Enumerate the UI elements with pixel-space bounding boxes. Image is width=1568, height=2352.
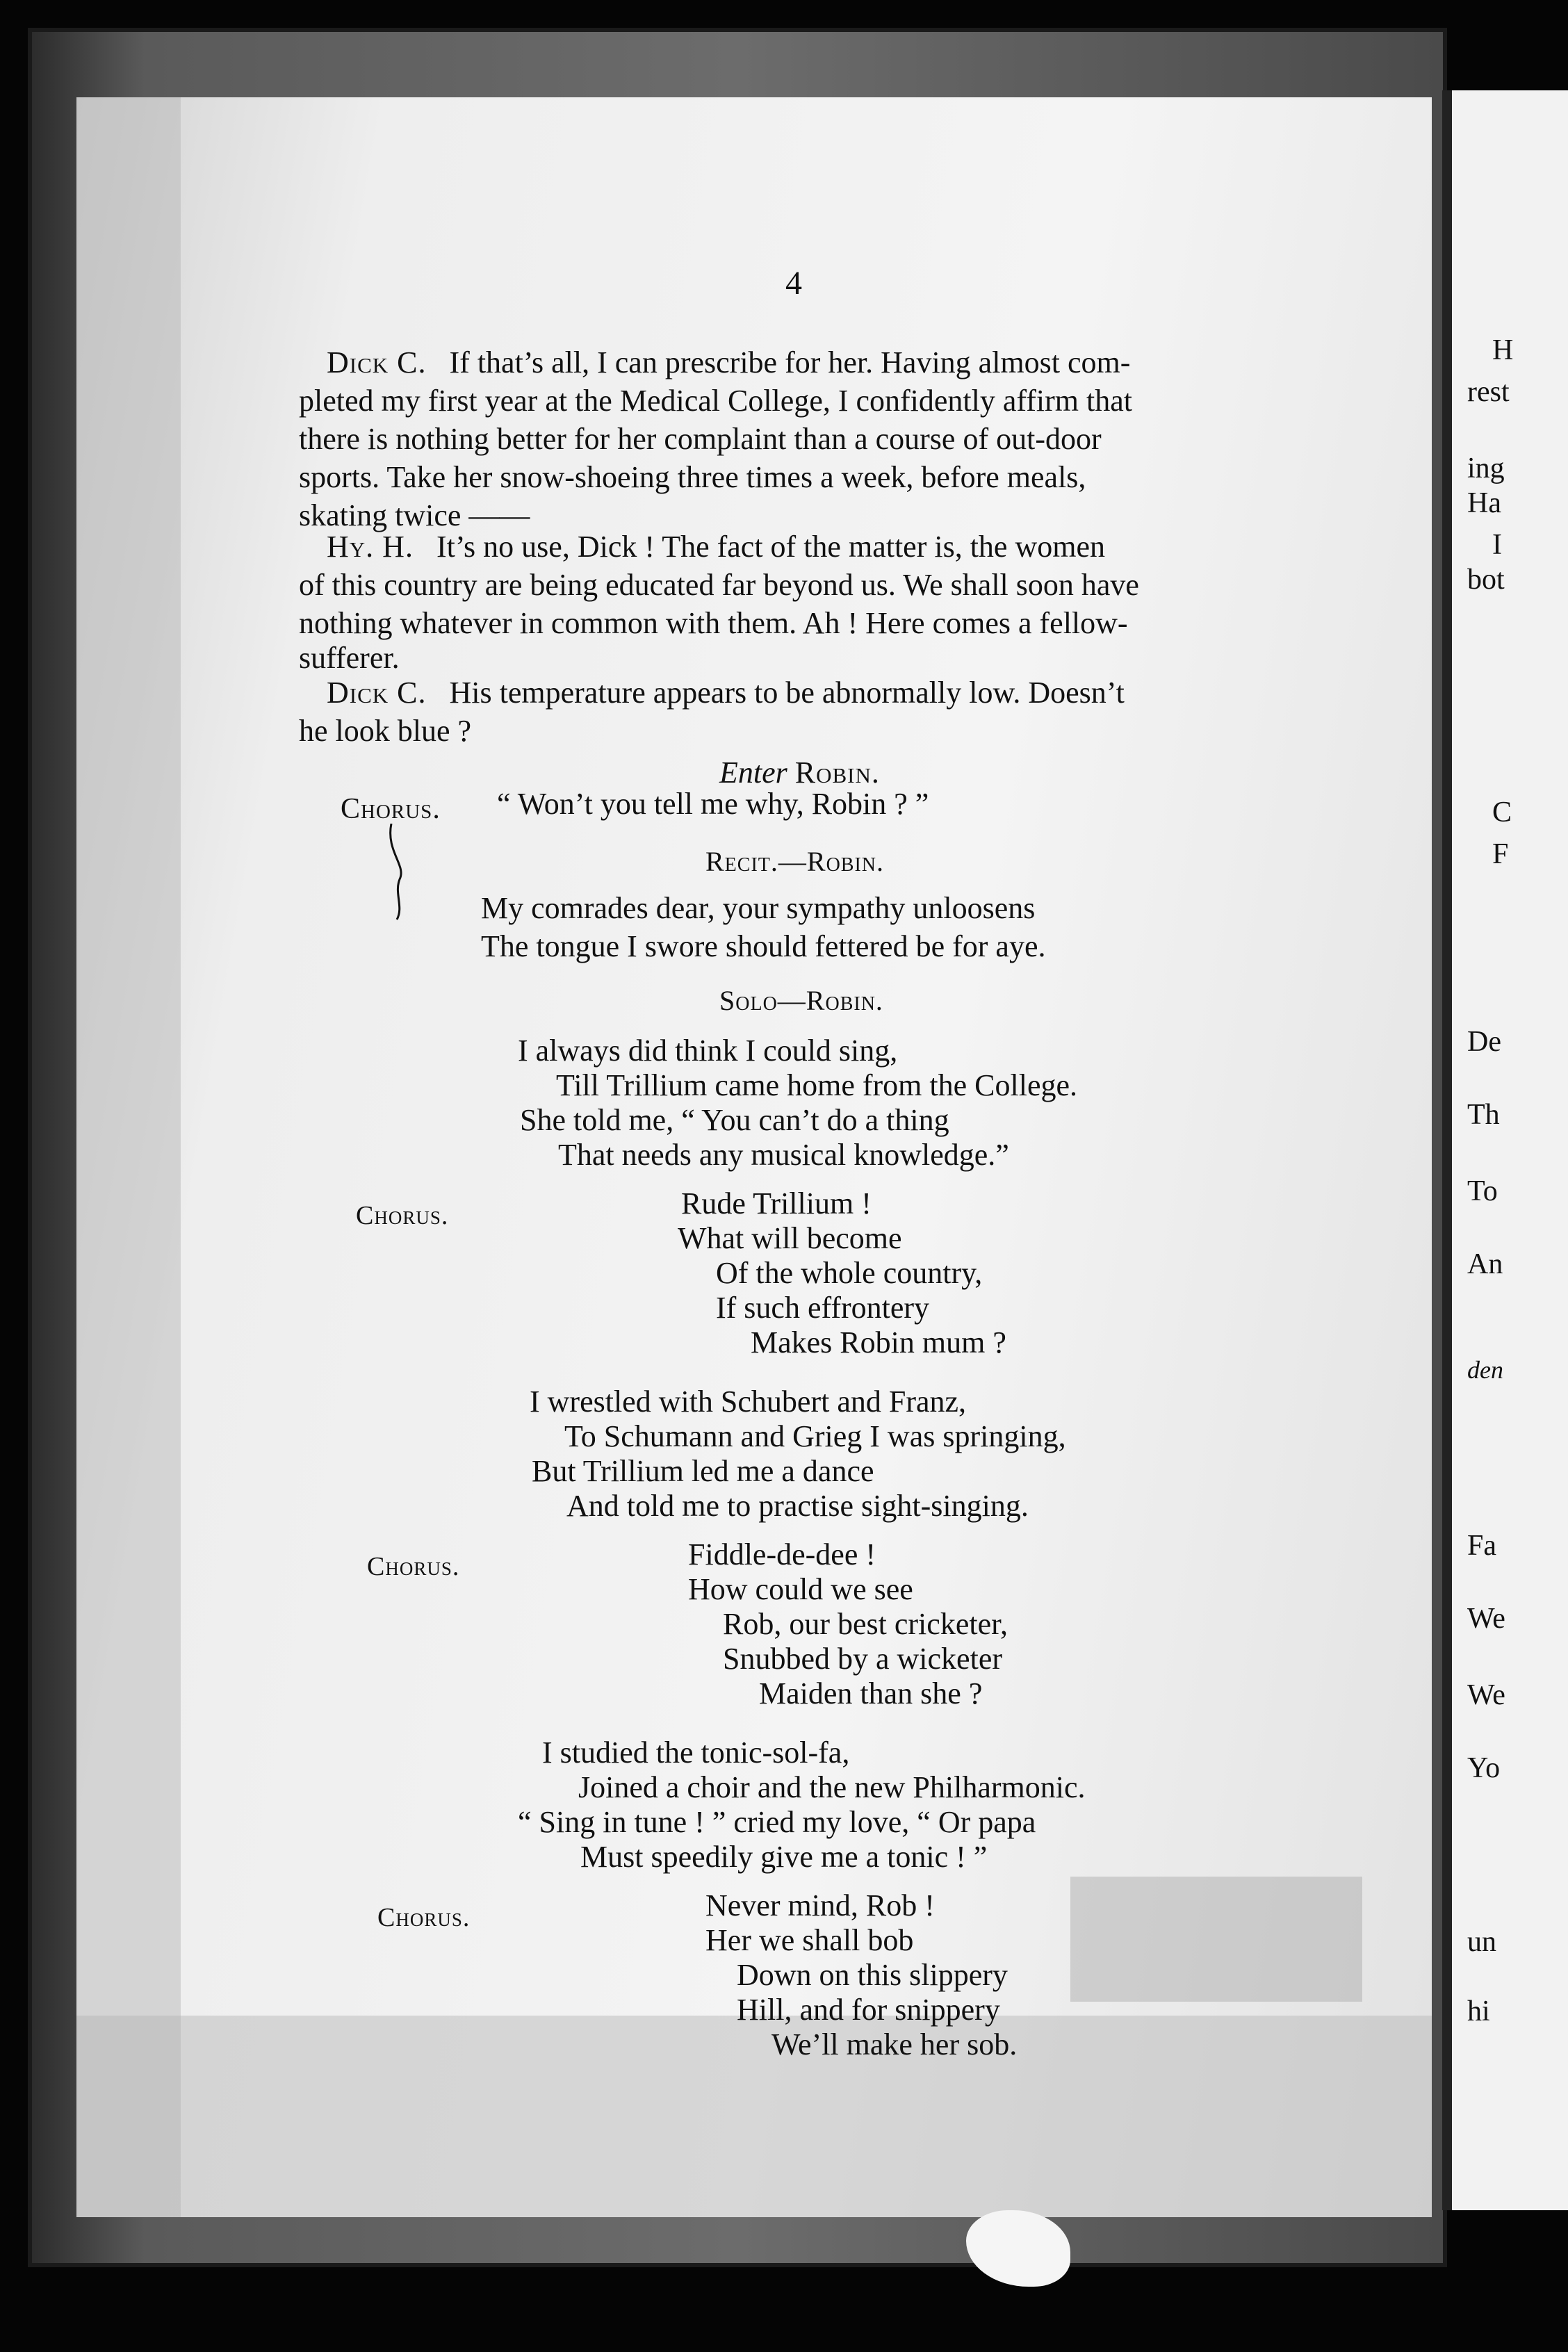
chorus-line: Rude Trillium ! — [681, 1186, 872, 1220]
adjacent-fragment: H — [1492, 334, 1514, 366]
speaker-name: Hy. H. — [327, 530, 414, 564]
bracket-mark — [386, 824, 414, 921]
chorus-label: Chorus. — [367, 1552, 460, 1581]
dialogue-line: skating twice —— — [299, 498, 530, 532]
adjacent-fragment: F — [1492, 838, 1509, 870]
chorus-line: Fiddle-de-dee ! — [688, 1537, 876, 1571]
dialogue-line: there is nothing better for her complaint than a course of out-door — [299, 422, 1102, 456]
dialogue-line — [327, 345, 1131, 379]
recit-line: The tongue I swore should fettered be for aye. — [481, 929, 1046, 963]
verse-line: I studied the tonic-sol-fa, — [542, 1736, 850, 1770]
tape-strip — [1070, 1877, 1362, 2002]
adjacent-fragment: hi — [1467, 1995, 1490, 2027]
chorus-line: Rob, our best cricketer, — [723, 1607, 1008, 1641]
stage-direction — [719, 758, 880, 788]
verse-line: That needs any musical knowledge.” — [558, 1138, 1009, 1172]
chorus-label: Chorus. — [377, 1903, 471, 1932]
adjacent-fragment: den — [1467, 1356, 1503, 1384]
adjacent-fragment: Th — [1467, 1099, 1500, 1131]
adjacent-fragment: ing — [1467, 452, 1505, 484]
dialogue-text: His temperature appears to be abnormally low. Doesn’t — [449, 676, 1125, 710]
adjacent-fragment: An — [1467, 1248, 1503, 1280]
chorus-line: Down on this slippery — [737, 1958, 1008, 1992]
chorus-line: Her we shall bob — [705, 1923, 914, 1957]
verse-line: Till Trillium came home from the College. — [556, 1068, 1078, 1102]
chorus-line: Maiden than she ? — [759, 1676, 983, 1710]
dialogue-line: pleted my first year at the Medical College, I confidently affirm that — [299, 384, 1132, 418]
solo-heading: Solo—Robin. — [719, 985, 883, 1016]
verse-line: Joined a choir and the new Philharmonic. — [578, 1770, 1086, 1804]
chorus-line: How could we see — [688, 1572, 913, 1606]
page-number: 4 — [785, 265, 802, 302]
adjacent-fragment: C — [1492, 797, 1512, 828]
verse-line: I wrestled with Schubert and Franz, — [530, 1385, 967, 1419]
adjacent-fragment: To — [1467, 1175, 1498, 1207]
chorus-line: What will become — [678, 1221, 902, 1255]
recit-heading: Recit.—Robin. — [705, 846, 885, 877]
dialogue-line: he look blue ? — [299, 714, 472, 748]
dialogue-text: It’s no use, Dick ! The fact of the matter is, the women — [436, 530, 1105, 564]
chorus-line: Makes Robin mum ? — [751, 1325, 1006, 1359]
tape-strip — [76, 2016, 1432, 2217]
verse-line: And told me to practise sight-singing. — [566, 1489, 1029, 1523]
chorus-label: Chorus. — [356, 1201, 449, 1230]
verse-line: But Trillium led me a dance — [532, 1454, 874, 1488]
verse-line: To Schumann and Grieg I was springing, — [564, 1419, 1066, 1453]
verse-line: Must speedily give me a tonic ! ” — [580, 1840, 988, 1874]
adjacent-fragment: I — [1492, 529, 1502, 561]
speaker-name: Dick C. — [327, 345, 427, 379]
adjacent-fragment: un — [1467, 1926, 1496, 1958]
stage-direction-character: Robin. — [794, 756, 880, 790]
adjacent-page — [1442, 90, 1568, 2210]
dialogue-line: sports. Take her snow-shoeing three times a week, before meals, — [299, 460, 1086, 494]
verse-line: She told me, “ You can’t do a thing — [520, 1103, 949, 1137]
chorus-line: Hill, and for snippery — [737, 1993, 1000, 2027]
adjacent-fragment: Fa — [1467, 1530, 1496, 1562]
chorus-line: Of the whole country, — [716, 1256, 983, 1290]
dialogue-line: sufferer. — [299, 641, 400, 675]
adjacent-fragment: De — [1467, 1026, 1501, 1058]
verse-line: “ Sing in tune ! ” cried my love, “ Or papa — [518, 1805, 1036, 1839]
dialogue-line — [327, 678, 1125, 708]
dialogue-text: If that’s all, I can prescribe for her. Having almost com- — [449, 345, 1131, 379]
verse-line: I always did think I could sing, — [518, 1034, 898, 1068]
stage-direction-verb: Enter — [719, 756, 787, 790]
chorus-label: Chorus. — [341, 793, 441, 825]
dialogue-line: of this country are being educated far beyond us. We shall soon have — [299, 568, 1139, 602]
chorus-line: Snubbed by a wicketer — [723, 1642, 1002, 1676]
adjacent-fragment: rest — [1467, 376, 1510, 408]
tape-strip — [76, 97, 181, 2217]
speaker-name: Dick C. — [327, 676, 427, 710]
chorus-line: Never mind, Rob ! — [705, 1888, 935, 1922]
adjacent-fragment: Ha — [1467, 487, 1501, 519]
adjacent-fragment: bot — [1467, 564, 1505, 596]
chorus-line: We’ll make her sob. — [771, 2027, 1018, 2061]
dialogue-line: nothing whatever in common with them. Ah ! Here comes a fellow- — [299, 606, 1128, 640]
dialogue-line — [327, 532, 1105, 562]
chorus-intro-line: “ Won’t you tell me why, Robin ? ” — [497, 787, 929, 821]
adjacent-fragment: Yo — [1467, 1752, 1501, 1784]
chorus-line: If such effrontery — [716, 1291, 930, 1325]
adjacent-fragment: We — [1467, 1603, 1505, 1635]
recit-line: My comrades dear, your sympathy unloosens — [481, 891, 1036, 925]
adjacent-fragment: We — [1467, 1679, 1505, 1711]
